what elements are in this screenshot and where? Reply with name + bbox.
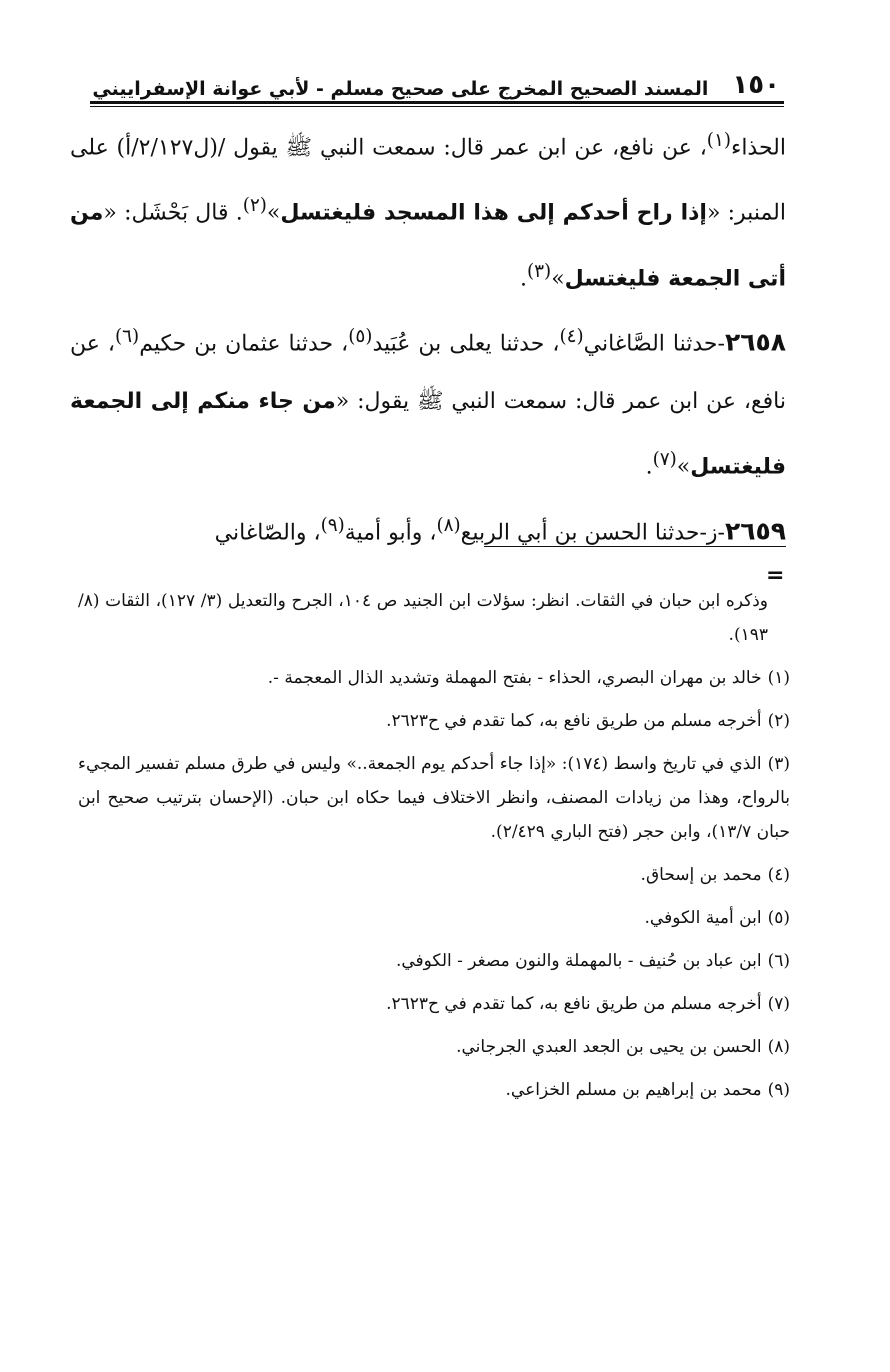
page-number: ١٥٠ [732,70,780,100]
footnote: (٤)محمد بن إسحاق. [640,865,790,885]
footnotes [78,584,790,1116]
footnote-separator [484,546,786,547]
hadith-2658: ٢٦٥٨-حدثنا الصَّاغاني$^{(٤)}$، حدثنا يعلى بن عُبَيد$^{(٥)}$، حدثنا عثمان بن حكيم$^{(٦)}$، عن نافع، عن ابن عمر قال: سمعت النبي ﷺ يقول: «من جاء منكم إلى الجمعة فليغتسل»$^{(٧)}$. [70,325,787,480]
footnote-ref-3: (٣) [527,260,552,282]
footnote-number: (٦) [767,951,790,971]
footnote-ref-6: (٦) [115,325,140,347]
footnote-ref-8: (٨) [436,514,461,536]
main-text [70,112,786,562]
footnote: (٩)محمد بن إبراهيم بن مسلم الخزاعي. [505,1080,790,1100]
footnote: (٥)ابن أمية الكوفي. [644,908,790,928]
footnote-number: (١) [767,668,790,688]
running-title: المسند الصحيح المخرج على صحيح مسلم - لأبي عوانة الإسفراييني [92,78,709,100]
hadith-number: ٢٦٥٩ [724,515,786,545]
hadith-text: من جاء منكم إلى الجمعة فليغتسل [70,389,786,480]
hadith-2659: ٢٦٥٩-ز-حدثنا الحسن بن أبي الربيع$^{(٨)}$، وأبو أمية$^{(٩)}$، والصّاغاني [214,514,786,545]
footnote-number: (٩) [767,1080,790,1100]
footnote-ref-7: (٧) [652,449,677,471]
hadith-number: ٢٦٥٨ [724,327,787,357]
footnote-ref-5: (٥) [348,325,373,347]
footnote: (١)خالد بن مهران البصري، الحذاء - بفتح المهملة وتشديد الذال المعجمة -. [267,668,790,688]
footnote-number: (٥) [767,908,790,928]
footnote: (٢)أخرجه مسلم من طريق نافع به، كما تقدم في ح٢٦٢٣. [386,711,790,731]
hadith-text: من أتى الجمعة فليغتسل [70,200,786,291]
footnote-number: (٢) [767,711,790,731]
page-header [90,60,780,100]
footnote-ref-4: (٤) [559,325,584,347]
footnote: (٧)أخرجه مسلم من طريق نافع به، كما تقدم في ح٢٦٢٣. [386,994,790,1014]
footnote-ref-9: (٩) [320,514,345,536]
footnote-number: (٤) [767,865,790,885]
footnote-continuation: وذكره ابن حبان في الثقات. انظر: سؤلات ابن الجنيد ص ١٠٤، الجرح والتعديل (٣/ ١٢٧)، الثقات (٨/ ١٩٣). [78,591,768,645]
footnote-ref-2: (٢) [242,195,267,217]
footnote-number: (٣) [767,754,790,774]
footnote-number: (٧) [767,994,790,1014]
footnote: (٣)الذي في تاريخ واسط (١٧٤): «إذا جاء أحدكم يوم الجمعة..» وليس في طرق مسلم تفسير المجيء بالرواح، وهذا من زيادات المصنف، وانظر الاختلاف فيما حكاه ابن حبان. (الإحسان بترتيب صحيح ابن حبان ١٣/٧)، وابن حجر (فتح الباري ٢/٤٢٩). [78,754,790,842]
footnote-ref-1: (١) [706,130,731,151]
paragraph-continuation: الحذاء$^{(١)}$، عن نافع، عن ابن عمر قال: سمعت النبي ﷺ يقول /(ل٢/١٢٧/أ) على المنبر: «إذا راح أحدكم إلى هذا المسجد فليغتسل»$^{(٢)}$. قال بَحْشَل: «من أتى الجمعة فليغتسل»$^{(٣)}$. [70,130,786,291]
header-rule [90,101,784,107]
continuation-mark: = [766,563,785,588]
footnote-number: (٨) [767,1037,790,1057]
hadith-text: إذا راح أحدكم إلى هذا المسجد فليغتسل [280,200,707,226]
footnote: (٨)الحسن بن يحيى بن الجعد العبدي الجرجاني. [456,1037,790,1057]
footnote: (٦)ابن عباد بن حُنيف - بالمهملة والنون مصغر - الكوفي. [395,951,790,971]
